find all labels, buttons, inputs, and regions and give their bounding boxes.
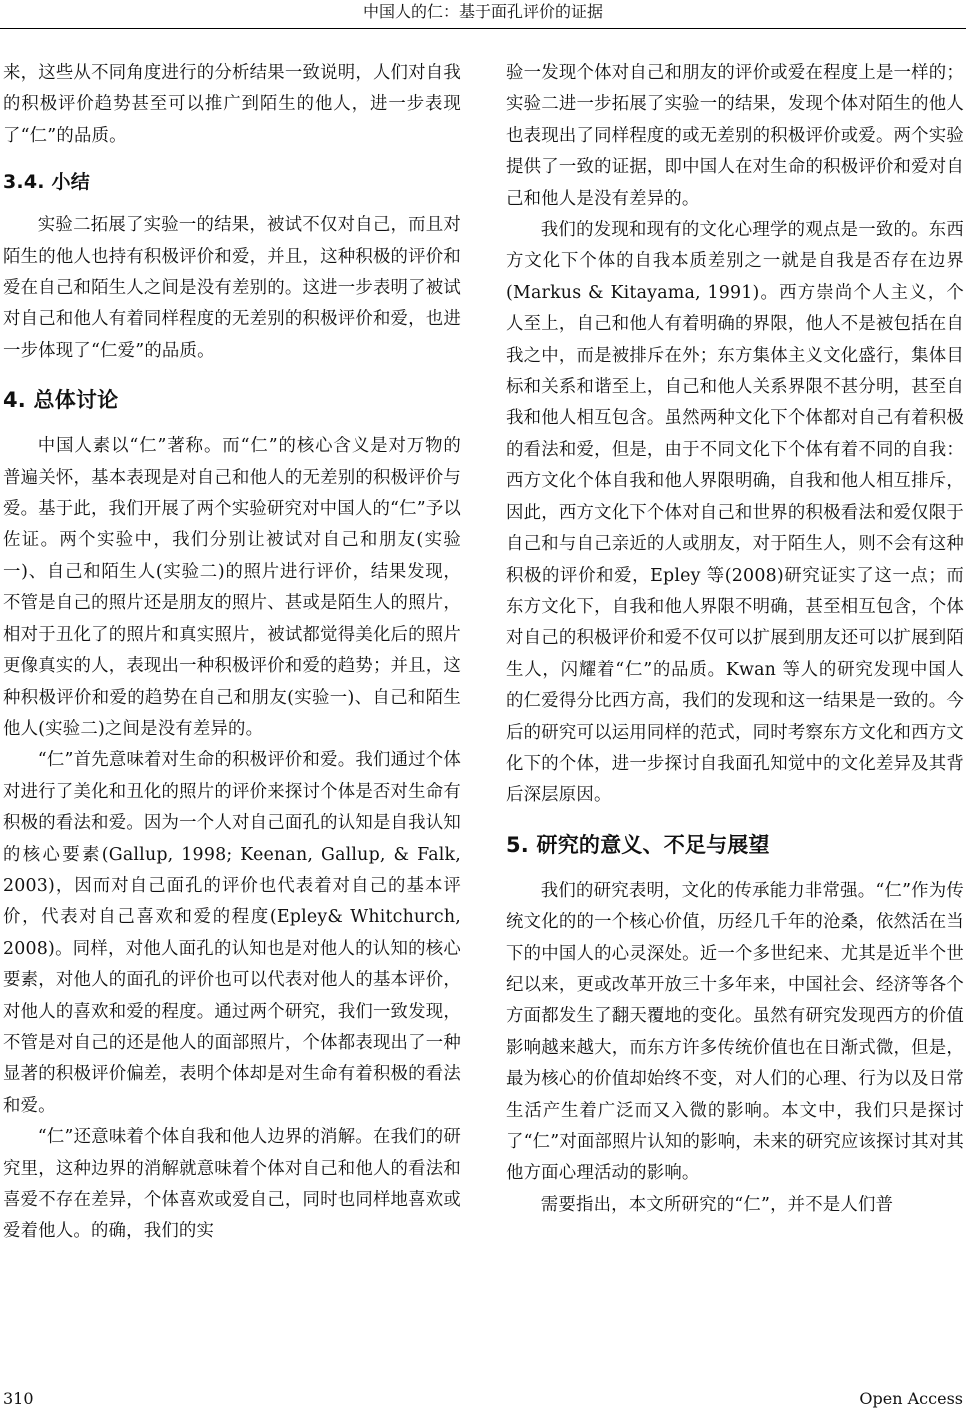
left-paragraph-3: 中国人素以“仁”著称。而“仁”的核心含义是对万物的普遍关怀，基本表现是对自己和他人的无差别的积极评价与爱。基于此，我们开展了两个实验研究对中国人的“仁”予以佐证。两个实验中，我们分别让被试对自己和朋友(实验一)、自己和陌生人(实验二)的照片进行评价，结果发现，不管是自己的照片还是朋友的照片、甚或是陌生人的照片，相对于丑化了的照片和真实照片，被试都觉得美化后的照片更像真实的人，表现出一种积极评价和爱的趋势；并且，这种积极评价和爱的趋势在自己和朋友(实验一)、自己和陌生他人(实验二)之间是没有差异的。 [3, 436, 461, 739]
journal-name: Open Access [859, 1389, 963, 1408]
page-number: 310 [3, 1389, 34, 1408]
section-heading-4: 4. 总体讨论 [3, 388, 119, 413]
left-paragraph-5: “仁”还意味着个体自我和他人边界的消解。在我们的研究里，这种边界的消解就意味着个体对自己和他人的看法和喜爱不存在差异，个体喜欢或爱自己，同时也同样地喜欢或爱着他人。的确，我们的实 [3, 1127, 461, 1242]
section-heading-5: 5. 研究的意义、不足与展望 [506, 832, 770, 857]
right-paragraph-1: 验一发现个体对自己和朋友的评价或爱在程度上是一样的；实验二进一步拓展了实验一的结果，发现个体对陌生的他人也表现出了同样程度的或无差别的积极评价或爱。两个实验提供了一致的证据，即中国人在对生命的积极评价和爱对自己和他人是没有差异的。 [506, 63, 964, 209]
left-paragraph-4: “仁”首先意味着对生命的积极评价和爱。我们通过个体对进行了美化和丑化的照片的评价来探讨个体是否对生命有积极的看法和爱。因为一个人对自己面孔的认知是自我认知的核心要素(Gallup, 1998; Keenan, Gallup, & Falk, 2003)，因而对自己面孔的评价也代表着对自己的基本评价，代表对自己喜欢和爱的程度(Epley& Whitchurch, 2008)。同样，对他人面孔的认知也是对他人的认知的核心要素，对他人的面孔的评价也可以代表对他人的基本评价，对他人的喜欢和爱的程度。通过两个研究，我们一致发现，不管是对自己的还是他人的面部照片，个体都表现出了一种显著的积极评价偏差，表明个体却是对生命有着积极的看法和爱。 [3, 750, 461, 1116]
left-paragraph-2: 实验二拓展了实验一的结果，被试不仅对自己，而且对陌生的他人也持有积极评价和爱，并且，这种积极的评价和爱在自己和陌生人之间是没有差别的。这进一步表明了被试对自己和他人有着同样程度的无差别的积极评价和爱，也进一步体现了“仁爱”的品质。 [3, 215, 461, 361]
right-paragraph-4: 需要指出，本文所研究的“仁”，并不是人们普 [540, 1194, 894, 1215]
section-heading-3-4: 3.4. 小结 [3, 171, 90, 194]
page-footer [0, 1388, 966, 1410]
right-paragraph-3: 我们的研究表明，文化的传承能力非常强。“仁”作为传统文化的的一个核心价值，历经几千年的沧桑，依然活在当下的中国人的心灵深处。近一个多世纪来、尤其是近半个世纪以来，更或改革开放三十多年来，中国社会、经济等各个方面都发生了翻天覆地的变化。虽然有研究发现西方的价值影响越来越大，而东方许多传统价值也在日渐式微，但是，最为核心的价值却始终不变，对人们的心理、行为以及日常生活产生着广泛而又入微的影响。本文中，我们只是探讨了“仁”对面部照片认知的影响，未来的研究应该探讨其对其他方面心理活动的影响。 [506, 880, 964, 1184]
running-header-title: 中国人的仁：基于面孔评价的证据 [0, 0, 966, 29]
left-paragraph-1: 来，这些从不同角度进行的分析结果一致说明，人们对自我的积极评价趋势甚至可以推广到陌生的他人，进一步表现了“仁”的品质。 [3, 63, 461, 146]
right-column [506, 58, 964, 1221]
right-paragraph-2: 我们的发现和现有的文化心理学的观点是一致的。东西方文化下个体的自我本质差别之一就是自我是否存在边界(Markus & Kitayama, 1991)。西方崇尚个人主义，个人至上，自己和他人有着明确的界限，他人不是被包括在自我之中，而是被排斥在外；东方集体主义文化盛行，集体目标和关系和谐至上，自己和他人关系界限不甚分明，甚至自我和他人相互包含。虽然两种文化下个体都对自己有着积极的看法和爱，但是，由于不同文化下个体有着不同的自我：西方文化个体自我和他人界限明确，自我和他人相互排斥，因此，西方文化下个体对自己和世界的积极看法和爱仅限于自己和与自己亲近的人或朋友，对于陌生人，则不会有这种积极的评价和爱，Epley 等(2008)研究证实了这一点；而东方文化下，自我和他人界限不明确，甚至相互包含，个体对自己的积极评价和爱不仅可以扩展到朋友还可以扩展到陌生人，闪耀着“仁”的品质。Kwan 等人的研究发现中国人的仁爱得分比西方高，我们的发现和这一结果是一致的。今后的研究可以运用同样的范式，同时考察东方文化和西方文化下的个体，进一步探讨自我面孔知觉中的文化差异及其背后深层原因。 [506, 220, 964, 806]
left-column [3, 58, 461, 1248]
